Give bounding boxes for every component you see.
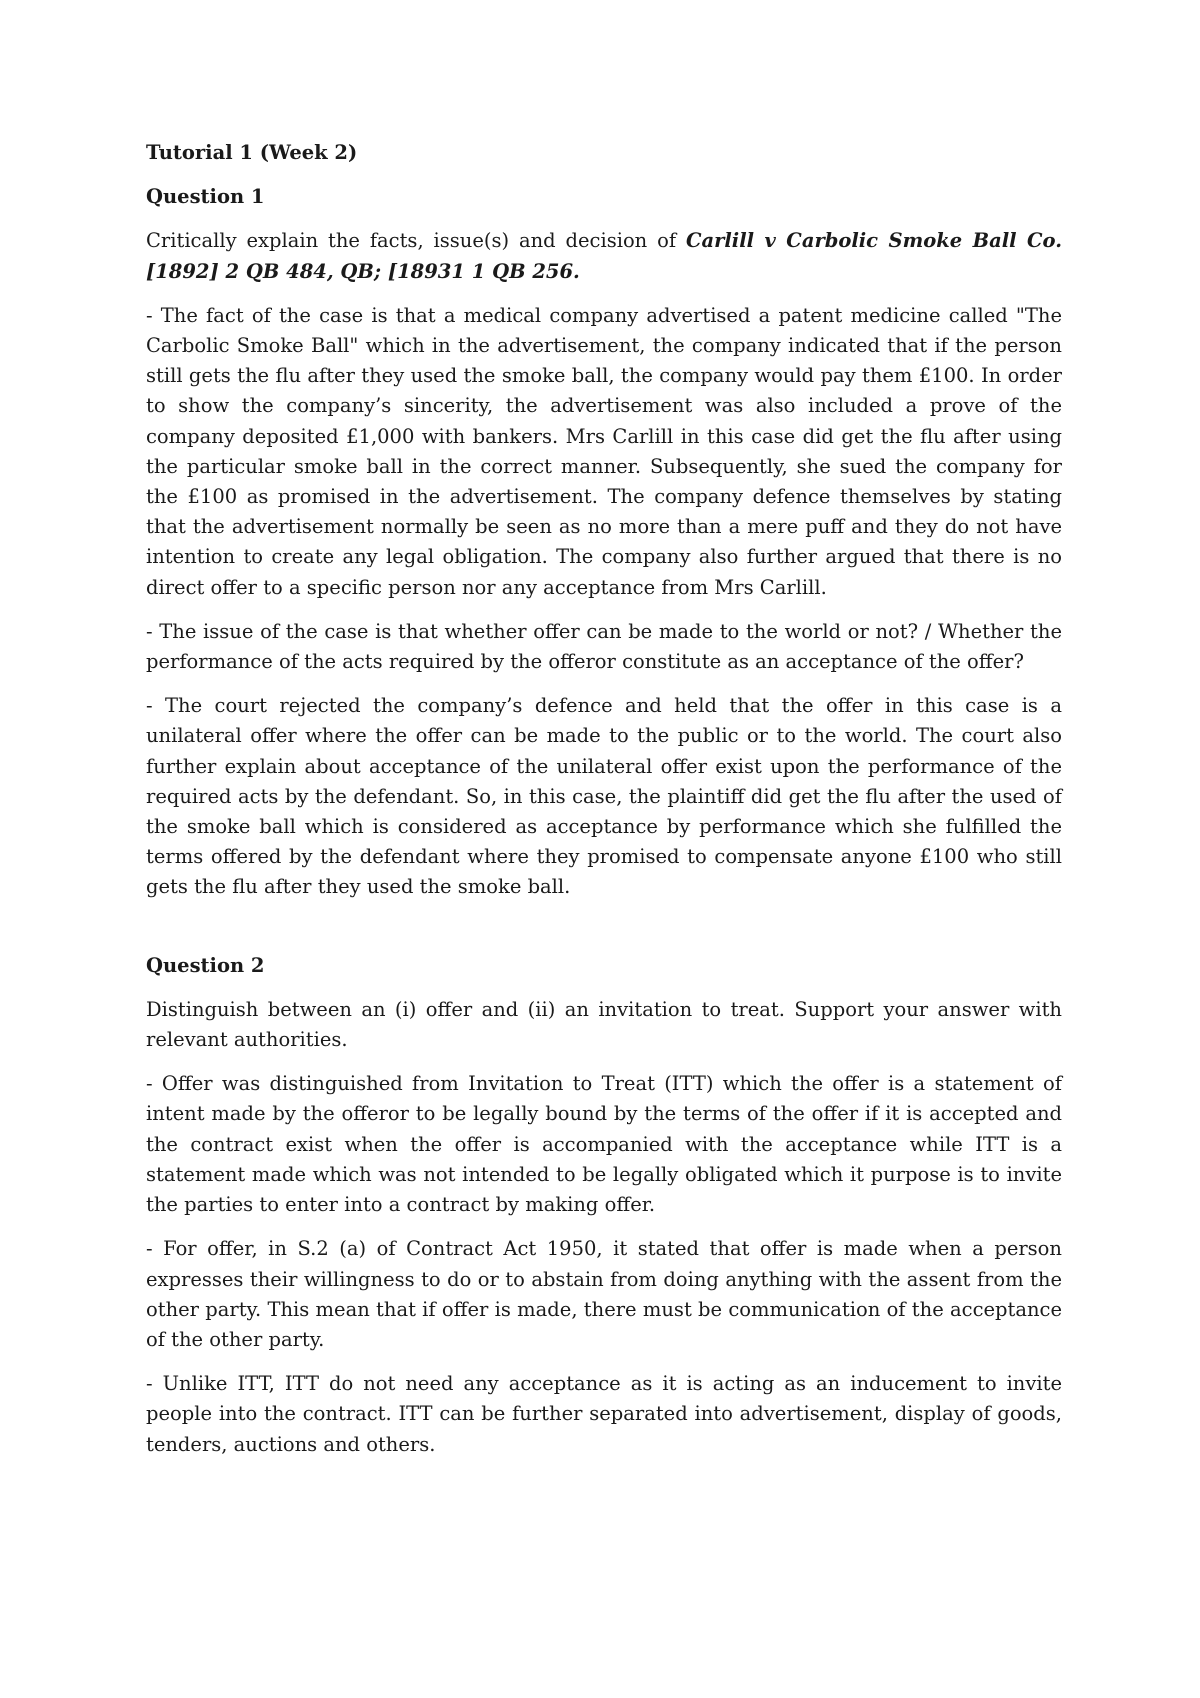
question-2-answer-distinction: - Offer was distinguished from Invitation to Treat (ITT) which the offer is a statement of intent made by the offeror to be legally bound by the terms of the offer if it is accepted and the contract exist when the offer is accompanied with the acceptance while ITT is a statement made which was not intended to be legally obligated which it purpose is to invite the parties to enter into a contract by making offer. [146,1072,1062,1217]
question-1-prompt [146,226,1062,286]
question-1-answer-facts: - The fact of the case is that a medical company advertised a patent medicine called "The Carbolic Smoke Ball" which in the advertisement, the company indicated that if the person still gets the flu after they used the smoke ball, the company would pay them £100. In order to show the company’s sincerity, the advertisement was also included a prove of the company deposited £1,000 with bankers. Mrs Carlill in this case did get the flu after using the particular smoke ball in the correct manner. Subsequently, she sued the company for the £100 as promised in the advertisement. The company defence themselves by stating that the advertisement normally be seen as no more than a mere puff and they do not have intention to create any legal obligation. The company also further argued that there is no direct offer to a specific person nor any acceptance from Mrs Carlill. [146,303,1062,599]
case-citation: Carlill v Carbolic Smoke Ball Co. [1892] 2 QB 484, QB; [18931 1 QB 256. [146,229,1063,283]
tutorial-title: Tutorial 1 (Week 2) [146,141,358,164]
question-2-heading: Question 2 [146,953,265,977]
question-1-heading: Question 1 [146,185,265,209]
question-1-answer-issue: - The issue of the case is that whether offer can be made to the world or not? / Whether the performance of the acts required by the offeror constitute as an acceptance of the offer? [146,619,1062,674]
question-2-answer-offer: - For offer, in S.2 (a) of Contract Act 1950, it stated that offer is made when a person expresses their willingness to do or to abstain from doing anything with the assent from the other party. This mean that if offer is made, there must be communication of the acceptance of the other party. [146,1237,1062,1351]
question-1-answer-decision: - The court rejected the company’s defence and held that the offer in this case is a unilateral offer where the offer can be made to the public or to the world. The court also further explain about acceptance of the unilateral offer exist upon the performance of the required acts by the defendant. So, in this case, the plaintiff did get the flu after the used of the smoke ball which is considered as acceptance by performance which she fulfilled the terms offered by the defendant where they promised to compensate anyone £100 who still gets the flu after they used the smoke ball. [146,694,1062,899]
question-2-answer-itt: - Unlike ITT, ITT do not need any acceptance as it is acting as an inducement to invite people into the contract. ITT can be further separated into advertisement, display of goods, tenders, auctions and others. [146,1372,1062,1456]
question-2-prompt: Distinguish between an (i) offer and (ii) an invitation to treat. Support your answer with relevant authorities. [146,997,1062,1052]
document-page [146,138,1062,1474]
question-1-prompt-text: Critically explain the facts, issue(s) and decision of [146,229,686,253]
